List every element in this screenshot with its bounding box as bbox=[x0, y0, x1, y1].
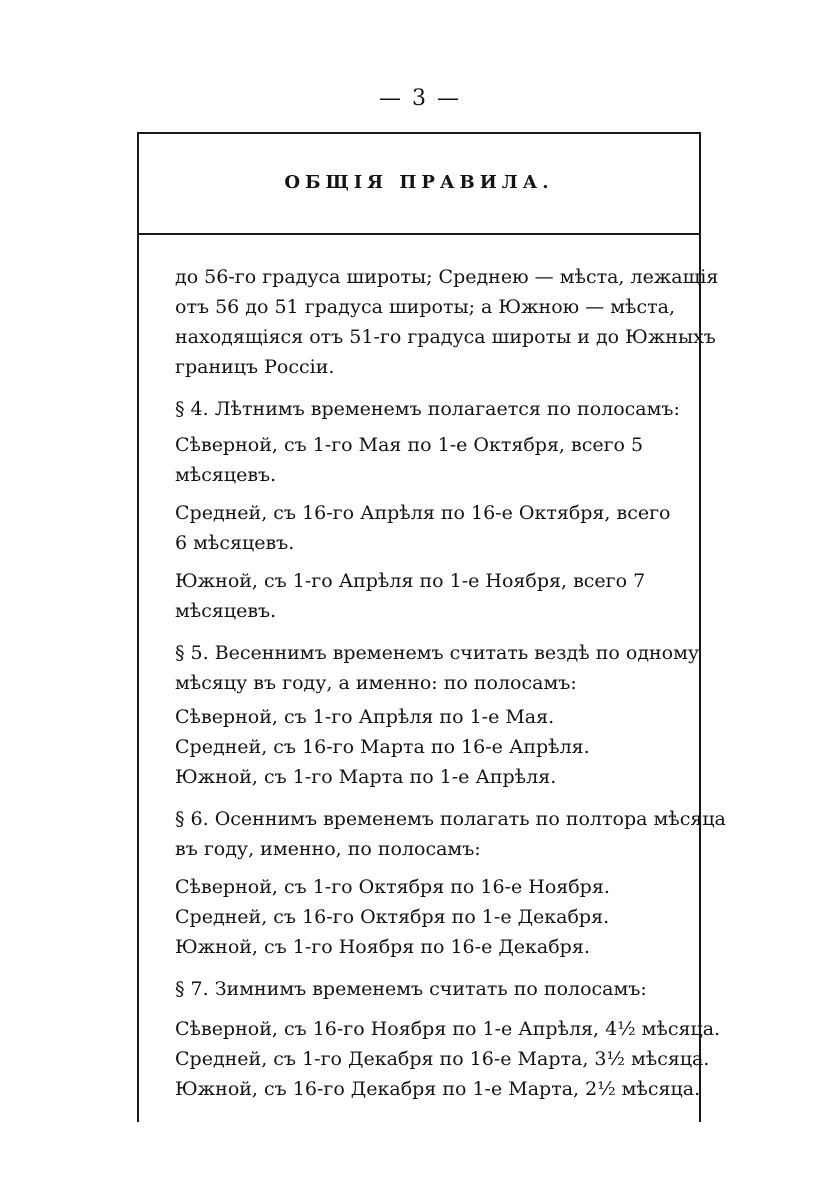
section-item-line: мѣсяцевъ. bbox=[175, 464, 277, 486]
section-7 bbox=[175, 974, 721, 1104]
section-6 bbox=[175, 804, 726, 962]
section-item-line: Сѣверной, съ 1-го Октября по 16-е Ноября. bbox=[175, 876, 610, 898]
section-item-line: Южной, съ 16-го Декабря по 1-е Марта, 2½ мѣсяца. bbox=[175, 1078, 701, 1100]
body-text bbox=[175, 262, 726, 1104]
section-heading-line: § 5. Весеннимъ временемъ считать вездѣ по одному bbox=[175, 642, 700, 664]
frame-top-rule bbox=[137, 132, 701, 134]
section-heading-line: мѣсяцу въ году, а именно: по полосамъ: bbox=[175, 672, 577, 694]
intro-line: отъ 56 до 51 градуса широты; а Южною — мѣста, bbox=[175, 296, 676, 318]
section-item-line: Южной, съ 1-го Марта по 1-е Апрѣля. bbox=[175, 766, 557, 788]
section-item-line: Сѣверной, съ 1-го Мая по 1-е Октября, всего 5 bbox=[175, 434, 644, 456]
section-item-line: Средней, съ 16-го Апрѣля по 16-е Октября, всего bbox=[175, 502, 671, 524]
section-item-line: Средней, съ 16-го Марта по 16-е Апрѣля. bbox=[175, 736, 590, 758]
heading-rule bbox=[137, 233, 701, 235]
intro-line: до 56-го градуса широты; Среднею — мѣста, лежащія bbox=[175, 266, 719, 288]
section-item-line: 6 мѣсяцевъ. bbox=[175, 532, 295, 554]
section-heading-line: въ году, именно, по полосамъ: bbox=[175, 838, 481, 860]
intro-paragraph bbox=[175, 262, 719, 382]
section-heading-line: § 7. Зимнимъ временемъ считать по полосамъ: bbox=[175, 978, 647, 1000]
section-4 bbox=[175, 394, 687, 626]
section-item-line: Сѣверной, съ 1-го Апрѣля по 1-е Мая. bbox=[175, 706, 555, 728]
section-item-line: Средней, съ 1-го Декабря по 16-е Марта, 3½ мѣсяца. bbox=[175, 1048, 710, 1070]
section-5 bbox=[175, 638, 700, 792]
section-item-line: Средней, съ 16-го Октября по 1-е Декабря. bbox=[175, 906, 610, 928]
section-item-line: Южной, съ 1-го Апрѣля по 1-е Ноября, всего 7 bbox=[175, 570, 646, 592]
section-heading: ОБЩІЯ ПРАВИЛА. bbox=[284, 172, 554, 193]
section-item-line: Южной, съ 1-го Ноября по 16-е Декабря. bbox=[175, 936, 590, 958]
section-item-line: мѣсяцевъ. bbox=[175, 600, 277, 622]
section-heading-line: § 4. Лѣтнимъ временемъ полагается по полосамъ: bbox=[175, 398, 680, 420]
intro-line: границъ Россіи. bbox=[175, 356, 335, 378]
intro-line: находящіяся отъ 51-го градуса широты и до Южныхъ bbox=[175, 326, 716, 348]
page-number: — 3 — bbox=[379, 86, 461, 111]
section-heading-line: § 6. Осеннимъ временемъ полагать по полтора мѣсяца bbox=[175, 808, 726, 830]
section-item-line: Сѣверной, съ 16-го Ноября по 1-е Апрѣля, 4½ мѣсяца. bbox=[175, 1018, 721, 1040]
